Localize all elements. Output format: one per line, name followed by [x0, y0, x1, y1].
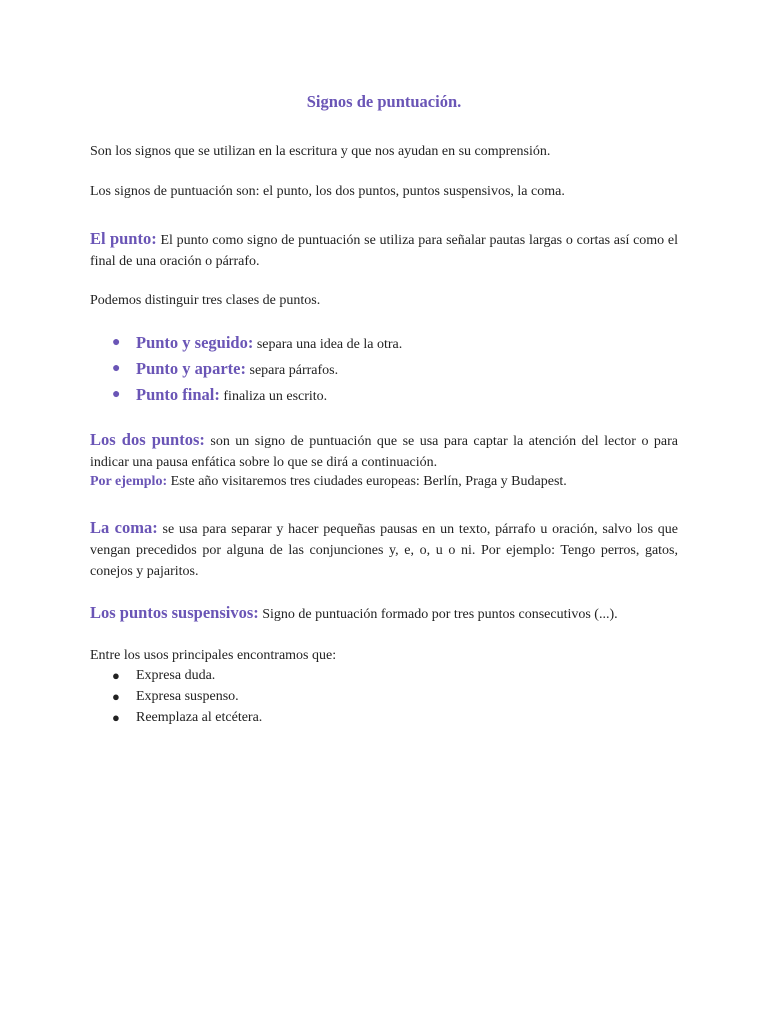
list-item-text: Expresa duda.: [136, 668, 216, 683]
list-item-desc: separa una idea de la otra.: [256, 337, 403, 352]
bullet-icon: ●: [112, 361, 121, 376]
intro-paragraph-2: Los signos de puntuación son: el punto, los dos puntos, puntos suspensivos, la coma.: [90, 184, 565, 199]
suspensivos-text: Signo de puntuación formado por tres puntos consecutivos (...).: [262, 607, 618, 622]
suspensivos-paragraph: [90, 602, 678, 625]
example-text: Este año visitaremos tres ciudades europeas: Berlín, Praga y Budapest.: [170, 474, 567, 489]
el-punto-heading: El punto:: [90, 229, 157, 248]
document-title: Signos de puntuación.: [306, 92, 462, 111]
list-item: [90, 357, 402, 383]
bullet-icon: ●: [112, 387, 121, 402]
list-item-term: Punto final:: [136, 385, 220, 404]
list-item-text: Reemplaza al etcétera.: [136, 710, 263, 725]
list-item: [90, 686, 262, 707]
bullet-icon: ●: [112, 668, 120, 683]
list-item: [90, 331, 402, 357]
suspensivos-heading: Los puntos suspensivos:: [90, 603, 259, 622]
list-item-term: Punto y aparte:: [136, 359, 246, 378]
dos-puntos-heading: Los dos puntos:: [90, 430, 205, 449]
list-item-desc: separa párrafos.: [249, 363, 339, 378]
list-item-text: Expresa suspenso.: [136, 689, 239, 704]
list-item: [90, 707, 262, 728]
bullet-icon: ●: [112, 689, 120, 704]
list-item: [90, 383, 402, 409]
example-label: Por ejemplo:: [90, 474, 168, 489]
list-item-desc: finaliza un escrito.: [223, 389, 328, 404]
el-punto-text: El punto como signo de puntuación se utiliza para señalar pautas largas o cortas así como el final de una oración o párrafo.: [90, 233, 679, 269]
list-item: [90, 665, 262, 686]
el-punto-paragraph: [90, 228, 678, 272]
coma-heading: La coma:: [90, 518, 158, 537]
dos-puntos-text: son un signo de puntuación que se usa para captar la atención del lector o para indicar una pausa enfática sobre lo que se dirá a continuación.: [90, 434, 678, 470]
intro-paragraph-1: Son los signos que se utilizan en la escritura y que nos ayudan en su comprensión.: [90, 144, 551, 159]
punto-types-list: [90, 331, 402, 409]
list-item-term: Punto y seguido:: [136, 333, 254, 352]
dos-puntos-paragraph: [90, 429, 678, 473]
bullet-icon: ●: [112, 335, 121, 350]
usos-intro: Entre los usos principales encontramos que:: [90, 648, 337, 663]
usos-list: [90, 665, 262, 728]
dos-puntos-example: [90, 471, 678, 492]
coma-paragraph: [90, 517, 678, 582]
el-punto-subtext: Podemos distinguir tres clases de puntos.: [90, 293, 321, 308]
bullet-icon: ●: [112, 710, 120, 725]
coma-text: se usa para separar y hacer pequeñas pausas en un texto, párrafo u oración, salvo los que vengan precedidos por alguna de las conjunciones y, e, o, u o ni. Por ejemplo: Tengo perros, gatos, conejos y pajaritos.: [90, 522, 679, 579]
